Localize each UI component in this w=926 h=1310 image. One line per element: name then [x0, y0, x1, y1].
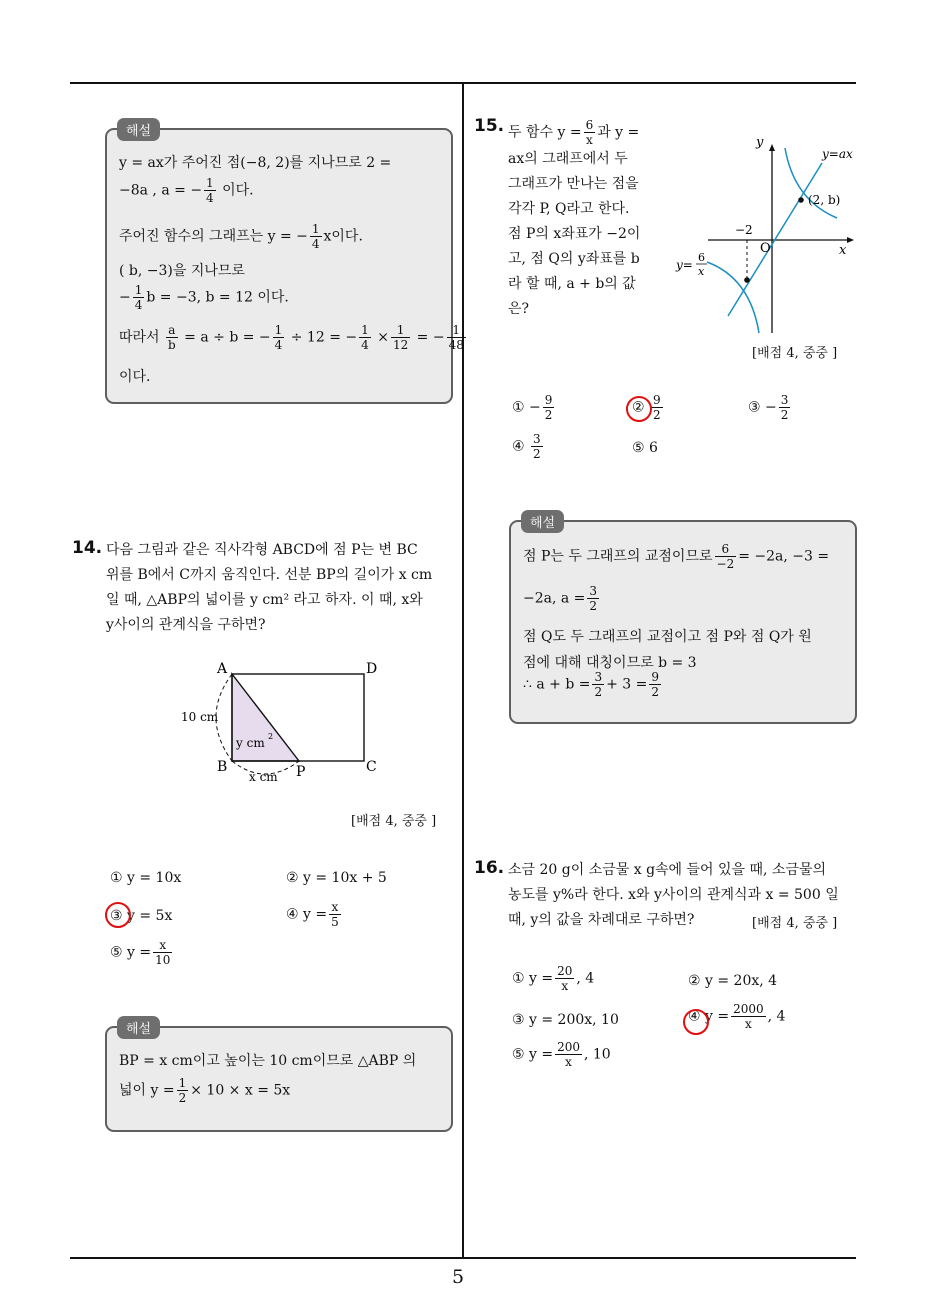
label-area-sup: 2 — [268, 732, 274, 741]
label-side: 10 cm — [181, 710, 219, 724]
q13-sol-line7: 이다. — [119, 369, 151, 385]
label-curve-den: x — [698, 265, 705, 278]
point-2b — [798, 197, 804, 203]
label-p: P — [296, 764, 306, 780]
q14-choice-4[interactable]: ④ y = $\frac{x}{5}$ — [286, 900, 339, 929]
q15-number: 15. — [474, 116, 505, 136]
q13-sol-line1: y = ax가 주어진 점(−8, 2)를 지나므로 2 = — [119, 155, 392, 171]
label-c: C — [366, 759, 377, 775]
label-origin: O — [760, 241, 771, 256]
label-neg2: −2 — [735, 223, 753, 237]
q15-sol-line4: 점에 대해 대칭이므로 b = 3 — [523, 655, 697, 671]
q14-sol-line1: BP = x cm이고 높이는 10 cm이므로 △ABP 의 — [119, 1053, 417, 1069]
q14-choice-2[interactable]: ② y = 10x + 5 — [286, 870, 387, 886]
bottom-rule — [70, 1257, 856, 1259]
q16-choice-5[interactable]: ⑤ y = $\frac{200}{x}$ , 10 — [512, 1040, 611, 1069]
label-point: (2, b) — [808, 193, 841, 207]
q15-sol-line3: 점 Q도 두 그래프의 교점이고 점 P와 점 Q가 원 — [523, 629, 812, 645]
q15-meta: [배점 4, 중중 ] — [752, 346, 838, 361]
solution-tag: 해설 — [521, 510, 564, 533]
label-curve-num: 6 — [698, 251, 705, 264]
q16-text: 소금 20 g이 소금물 x g속에 들어 있을 때, 소금물의 농도를 y%라 한다. x와 y사이의 관계식과 x = 500 일 때, y의 값을 차례대로 구하면? — [508, 862, 839, 928]
label-y-axis: y — [756, 135, 764, 150]
answer-circle-q15 — [626, 396, 652, 422]
answer-circle-q16 — [683, 1009, 709, 1035]
q14-number: 14. — [72, 538, 103, 558]
hyperbola-q3 — [707, 262, 759, 333]
q16-number: 16. — [474, 858, 505, 878]
q15-graph — [672, 128, 864, 338]
label-a: A — [217, 661, 228, 677]
q15-choice-1[interactable]: ① − $\frac{9}{2}$ — [512, 393, 553, 422]
q13-sol-line2: −8a , a = − $\frac{1}{4}$ 이다. — [119, 176, 254, 205]
q13-sol-line5: − $\frac{1}{4}$ b = −3, b = 12 이다. — [119, 283, 289, 312]
answer-circle-q14 — [105, 902, 131, 928]
side-arc — [216, 674, 232, 761]
q14-rectangle-figure — [175, 655, 395, 790]
point-p — [744, 277, 750, 283]
q15-sol-line1: 점 P는 두 그래프의 교점이므로 $\frac{6}{-2}$ = −2a, −3 = — [523, 542, 830, 571]
q15-choice-2[interactable]: ② $\frac{9}{2}$ — [632, 393, 661, 422]
q16-choice-4[interactable]: ④ y = $\frac{2000}{x}$ , 4 — [688, 1002, 786, 1031]
q16-choice-3[interactable]: ③ y = 200x, 10 — [512, 1012, 619, 1028]
q15-choice-5[interactable]: ⑤ 6 — [632, 440, 658, 456]
q14-sol-line2: 넓이 y = $\frac{1}{2}$ × 10 × x = 5x — [119, 1076, 291, 1105]
q15-choice-4[interactable]: ④ $\frac{3}{2}$ — [512, 432, 541, 461]
q14-choice-5[interactable]: ⑤ y = $\frac{x}{10}$ — [110, 938, 171, 967]
label-d: D — [366, 661, 378, 677]
solution-tag: 해설 — [117, 118, 160, 141]
y-arrow — [769, 144, 775, 151]
q15-text: 두 함수 y = $\frac{6}{x}$ 과 y = ax의 그래프에서 두 그래프가 만나는 점을 각각 P, Q라고 한다. 점 P의 x좌표가 −2이 고, 점 Q의 y좌표를 b 라 할 때, a + b의 값 은? — [508, 118, 641, 317]
label-bottom: x cm — [249, 770, 278, 784]
label-b: B — [217, 759, 228, 775]
q14-choice-1[interactable]: ① y = 10x — [110, 870, 182, 886]
column-divider — [462, 84, 464, 1258]
label-curve: y= — [676, 258, 693, 272]
q13-sol-line4: ( b, −3)을 지나므로 — [119, 263, 245, 279]
q16-choice-2[interactable]: ② y = 20x, 4 — [688, 973, 778, 989]
q14-meta: [배점 4, 중중 ] — [351, 814, 437, 829]
q13-solution-box — [105, 124, 464, 404]
label-line: y=ax — [822, 147, 853, 161]
page-number: 5 — [452, 1266, 465, 1288]
q15-solution-box — [509, 516, 857, 724]
label-x-axis: x — [839, 243, 847, 258]
x-arrow — [847, 237, 854, 243]
q16-meta: [배점 4, 중중 ] — [752, 916, 838, 931]
q16-choice-1[interactable]: ① y = $\frac{20}{x}$ , 4 — [512, 964, 595, 993]
q14-solution-box — [105, 1022, 453, 1132]
q15-sol-line5: ∴ a + b = $\frac{3}{2}$ + 3 = $\frac{9}{2}$ — [523, 670, 660, 699]
q14-choice-3[interactable]: ③ y = 5x — [110, 908, 173, 924]
solution-tag: 해설 — [117, 1016, 160, 1039]
q14-text: 다음 그림과 같은 직사각형 ABCD에 점 P는 변 BC 위를 B에서 C까지 움직인다. 선분 BP의 길이가 x cm 일 때, △ABP의 넓이를 y cm² 라고 하자. 이 때, x와 y사이의 관계식을 구하면? — [106, 542, 433, 633]
label-area: y cm — [236, 736, 265, 750]
q15-choice-3[interactable]: ③ − $\frac{3}{2}$ — [748, 393, 789, 422]
q15-sol-line2: −2a, a = $\frac{3}{2}$ — [523, 584, 598, 613]
q13-sol-line3: 주어진 함수의 그래프는 y = − $\frac{1}{4}$ x이다. — [119, 222, 363, 251]
q13-sol-line6: 따라서 $\frac{a}{b}$ = a ÷ b = − $\frac{1}{4}$ ÷ 12 = − $\frac{1}{4}$ × $\frac{1}{12}$ = − $\frac{1}{48}$ — [119, 323, 464, 352]
